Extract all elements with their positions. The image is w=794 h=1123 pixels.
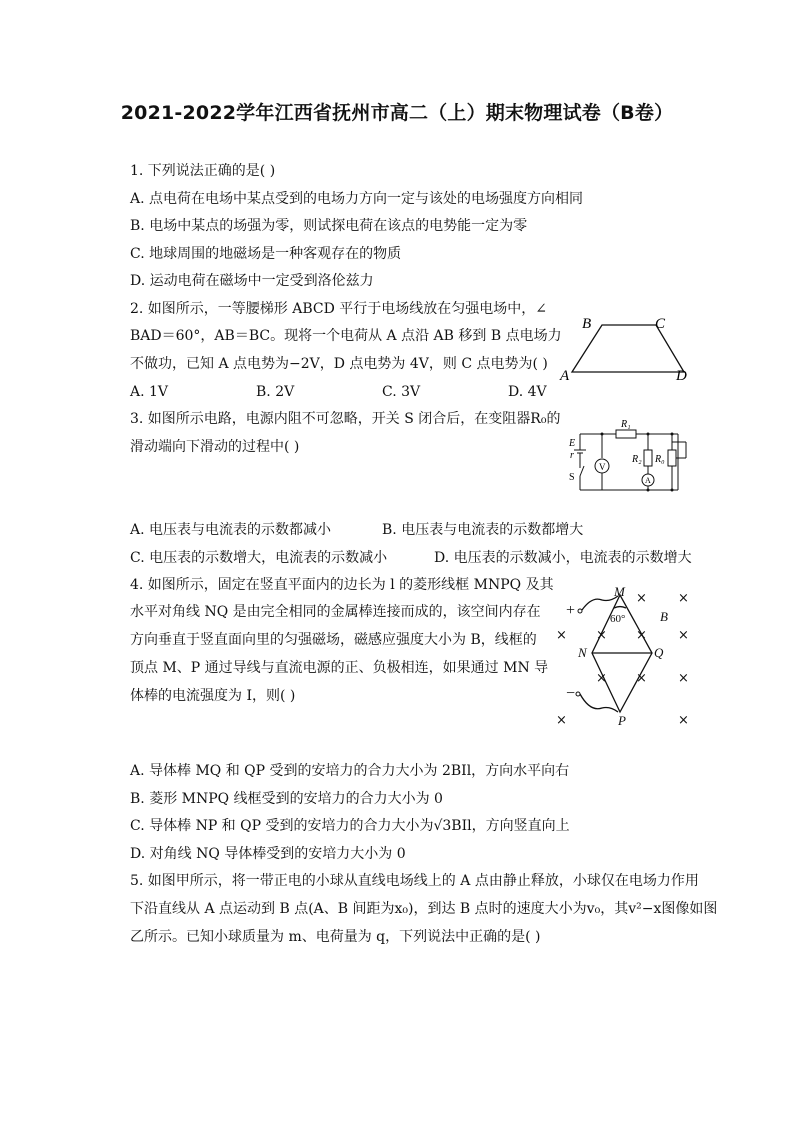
svg-text:×: ×: [636, 628, 647, 643]
q4-line-2: 水平对角线 NQ 是由完全相同的金属棒连接而成的，该空间内存在: [130, 604, 541, 620]
circuit-label-r: r: [570, 450, 574, 461]
q4-option-a: A. 导体棒 MQ 和 QP 受到的安培力的合力大小为 2BIl，方向水平向右: [130, 763, 570, 779]
svg-text:×: ×: [636, 671, 647, 686]
trapezoid-label-b: B: [582, 316, 592, 332]
circuit-label-r1: R₁: [621, 419, 631, 430]
q2-line-1: 2. 如图所示，一等腰梯形 ABCD 平行于电场线放在匀强电场中，∠: [130, 301, 548, 317]
q4-option-c: C. 导体棒 NP 和 QP 受到的安培力的合力大小为√3BIl，方向竖直向上: [130, 818, 570, 834]
q2-option-b: B. 2V: [256, 384, 295, 400]
svg-text:×: ×: [556, 713, 567, 726]
svg-text:×: ×: [678, 591, 689, 606]
q4-option-b: B. 菱形 MNPQ 线框受到的安培力的合力大小为 0: [130, 791, 443, 807]
q2-option-c: C. 3V: [382, 384, 421, 400]
trapezoid-label-c: C: [655, 316, 666, 332]
q2-line-2: BAD＝60°，AB＝BC。现将一个电荷从 A 点沿 AB 移到 B 点电场力: [130, 328, 562, 344]
circuit-label-s: S: [569, 472, 575, 483]
q1-option-a: A. 点电荷在电场中某点受到的电场力方向一定与该处的电场强度方向相同: [130, 191, 584, 207]
q5-line-3: 乙所示。已知小球质量为 m、电荷量为 q，下列说法中正确的是( ): [130, 929, 541, 945]
trapezoid-label-d: D: [676, 368, 687, 384]
q1-option-b: B. 电场中某点的场强为零，则试探电荷在该点的电势能一定为零: [130, 218, 528, 234]
rhombus-minus-sign: −: [566, 685, 576, 702]
circuit-label-r2: R₂: [632, 454, 642, 465]
circuit-figure: [566, 416, 694, 496]
q1-stem: 1. 下列说法正确的是( ): [130, 163, 276, 179]
q3-line-2: 滑动端向下滑动的过程中( ): [130, 439, 300, 455]
q2-line-3: 不做功，已知 A 点电势为−2V，D 点电势为 4V，则 C 点电势为( ): [130, 356, 548, 372]
rhombus-label-q: Q: [654, 645, 664, 660]
rhombus-figure: [556, 584, 696, 726]
rhombus-label-m: M: [614, 584, 625, 599]
rhombus-label-n: N: [578, 645, 587, 660]
q3-line-1: 3. 如图所示电路，电源内阻不可忽略，开关 S 闭合后，在变阻器R₀的: [130, 411, 561, 427]
rhombus-angle-label: 60°: [610, 613, 626, 625]
q5-line-2: 下沿直线从 A 点运动到 B 点(A、B 间距为x₀)，到达 B 点时的速度大小为v₀，其v²−x图像如图: [130, 901, 718, 917]
svg-text:×: ×: [596, 671, 607, 686]
trapezoid-figure: [558, 310, 698, 384]
magnetic-field-crosses: [556, 591, 689, 726]
q2-option-d: D. 4V: [508, 384, 547, 400]
svg-text:×: ×: [678, 628, 689, 643]
circuit-label-r0: R₀: [655, 454, 665, 465]
svg-text:×: ×: [636, 591, 647, 606]
rhombus-plus-sign: +: [566, 602, 576, 619]
q4-line-3: 方向垂直于竖直面向里的匀强磁场，磁感应强度大小为 B，线框的: [130, 632, 537, 648]
q4-line-4: 顶点 M、P 通过导线与直流电源的正、负极相连，如果通过 MN 导: [130, 660, 549, 676]
svg-text:×: ×: [678, 671, 689, 686]
ammeter-label: A: [645, 476, 651, 485]
q1-option-d: D. 运动电荷在磁场中一定受到洛伦兹力: [130, 273, 374, 289]
svg-text:×: ×: [596, 628, 607, 643]
q5-line-1: 5. 如图甲所示，将一带正电的小球从直线电场线上的 A 点由静止释放，小球仅在电场力作用: [130, 873, 699, 889]
q1-option-c: C. 地球周围的地磁场是一种客观存在的物质: [130, 246, 402, 262]
svg-text:×: ×: [556, 628, 567, 643]
q2-option-a: A. 1V: [130, 384, 169, 400]
rhombus-label-p: P: [618, 713, 626, 726]
q3-option-b: B. 电压表与电流表的示数都增大: [382, 522, 584, 538]
page-title: 2021-2022学年江西省抚州市高二（上）期末物理试卷（B卷）: [120, 102, 674, 124]
q3-option-c: C. 电压表的示数增大，电流表的示数减小: [130, 550, 388, 566]
q3-option-a: A. 电压表与电流表的示数都减小: [130, 522, 332, 538]
rhombus-label-b: B: [660, 609, 668, 624]
q4-option-d: D. 对角线 NQ 导体棒受到的安培力大小为 0: [130, 846, 406, 862]
trapezoid-label-a: A: [560, 368, 570, 384]
q3-option-d: D. 电压表的示数减小，电流表的示数增大: [434, 550, 692, 566]
voltmeter-label: V: [599, 462, 606, 472]
q4-line-5: 体棒的电流强度为 I，则( ): [130, 688, 296, 704]
q4-line-1: 4. 如图所示，固定在竖直平面内的边长为 l 的菱形线框 MNPQ 及其: [130, 577, 554, 593]
svg-text:×: ×: [678, 713, 689, 726]
circuit-label-e: E: [569, 438, 576, 449]
